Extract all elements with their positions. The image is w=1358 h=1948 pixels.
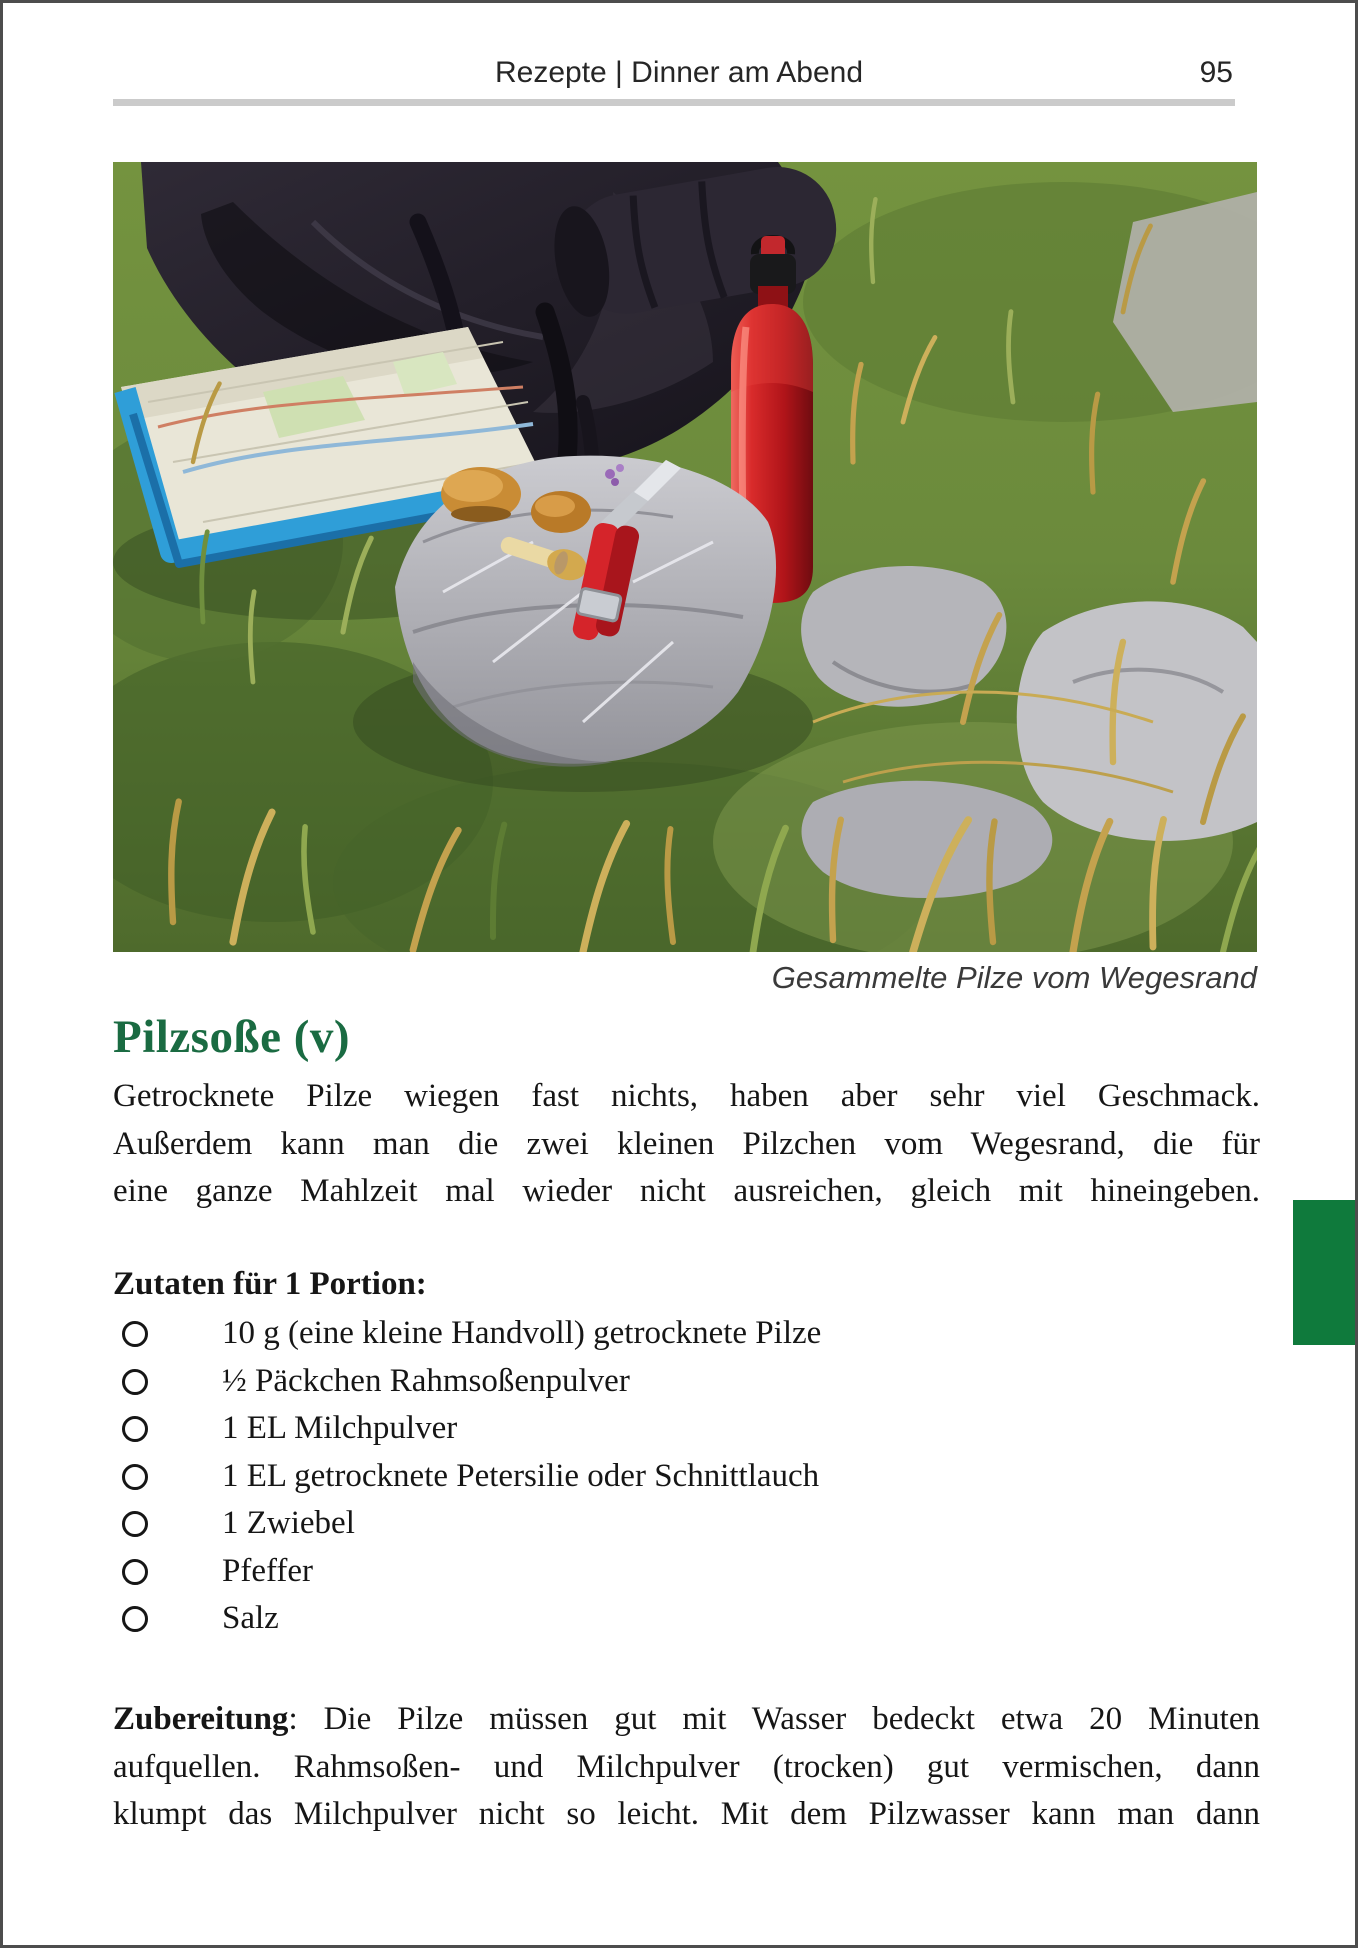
- intro-paragraph: [113, 1073, 1260, 1216]
- ingredient-text: 1 Zwiebel: [222, 1505, 355, 1541]
- preparation-paragraph: [113, 1696, 1260, 1839]
- list-item: [113, 1310, 1260, 1358]
- ingredient-text: Pfeffer: [222, 1552, 314, 1589]
- circle-bullet-icon: [122, 1511, 148, 1537]
- list-item: [113, 1595, 1260, 1643]
- circle-bullet-icon: [122, 1321, 148, 1347]
- ingredient-text: Salz: [222, 1600, 279, 1636]
- intro-line: Getrocknete Pilze wiegen fast nichts, haben aber sehr viel Geschmack.: [113, 1078, 1260, 1114]
- preparation-text: : Die Pilze müssen gut mit Wasser bedeckt etwa 20 Minuten: [288, 1701, 1260, 1737]
- ingredient-text: ½ Päckchen Rahmsoßenpulver: [222, 1362, 630, 1399]
- photo-scene: [113, 162, 1257, 952]
- preparation-line: aufquellen. Rahmsoßen- und Milchpulver (trocken) gut vermischen, dann: [113, 1748, 1260, 1785]
- intro-line: Außerdem kann man die zwei kleinen Pilzchen vom Wegesrand, die für: [113, 1125, 1260, 1162]
- preparation-label: Zubereitung: [113, 1701, 289, 1737]
- list-item: [113, 1548, 1260, 1596]
- circle-bullet-icon: [122, 1606, 148, 1632]
- ingredients-heading: Zutaten für 1 Portion:: [113, 1266, 427, 1302]
- list-item: [113, 1500, 1260, 1548]
- intro-line: eine ganze Mahlzeit mal wieder nicht ausreichen, gleich mit hineingeben.: [113, 1173, 1260, 1209]
- list-item: [113, 1405, 1260, 1453]
- running-header: Rezepte | Dinner am Abend: [494, 56, 863, 89]
- chapter-tab: [1293, 1200, 1355, 1345]
- page-number: 95: [1199, 56, 1233, 89]
- ingredient-text: 1 EL Milchpulver: [222, 1410, 458, 1446]
- preparation-line: klumpt das Milchpulver nicht so leicht. Mit dem Pilzwasser kann man dann: [113, 1796, 1260, 1832]
- circle-bullet-icon: [122, 1416, 148, 1442]
- list-item: [113, 1453, 1260, 1501]
- preparation-line: [113, 1696, 1260, 1744]
- header-rule: [113, 99, 1235, 106]
- recipe-title: Pilzsoße (v): [113, 1011, 351, 1063]
- recipe-photo: [113, 162, 1257, 952]
- list-item: [113, 1358, 1260, 1406]
- photo-caption: Gesammelte Pilze vom Wegesrand: [771, 960, 1257, 995]
- circle-bullet-icon: [122, 1559, 148, 1585]
- ingredient-text: 1 EL getrocknete Petersilie oder Schnittlauch: [222, 1457, 820, 1494]
- circle-bullet-icon: [122, 1369, 148, 1395]
- ingredient-text: 10 g (eine kleine Handvoll) getrocknete Pilze: [222, 1315, 822, 1351]
- circle-bullet-icon: [122, 1464, 148, 1490]
- ingredients-list: [113, 1310, 1260, 1643]
